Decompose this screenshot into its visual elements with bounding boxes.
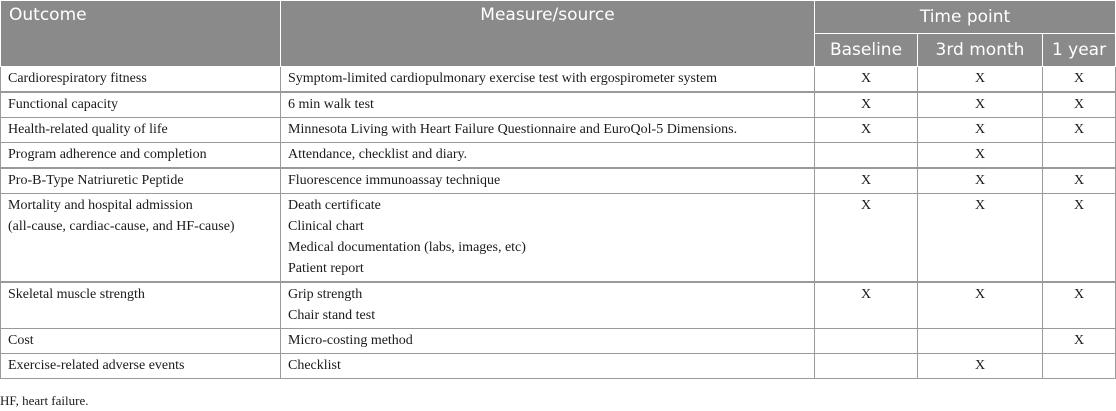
table-header xyxy=(1,1,1116,67)
measure-text: Minnesota Living with Heart Failure Questionnaire and EuroQol-5 Dimensions. xyxy=(288,122,738,137)
outcome-text: Mortality and hospital admission xyxy=(8,198,193,213)
one-year-mark-cell xyxy=(1043,143,1116,169)
measure-text: Micro-costing method xyxy=(288,333,413,348)
one-year-mark-cell: X xyxy=(1043,282,1116,329)
measure-text: 6 min walk test xyxy=(288,97,374,112)
measure-cell xyxy=(281,194,815,283)
measure-text: Medical documentation (labs, images, etc) xyxy=(288,240,526,255)
outcome-cell xyxy=(1,282,281,329)
one-year-mark-cell: X xyxy=(1043,118,1116,143)
third-month-mark-cell: X xyxy=(918,143,1043,169)
table-row xyxy=(1,194,1116,283)
one-year-mark-cell: X xyxy=(1043,194,1116,283)
outcome-text: Pro-B-Type Natriuretic Peptide xyxy=(8,173,184,188)
table-row xyxy=(1,143,1116,169)
measure-text: Chair stand test xyxy=(288,308,376,323)
measure-cell xyxy=(281,354,815,379)
third-month-mark-cell: X xyxy=(918,194,1043,283)
outcome-text: Health-related quality of life xyxy=(8,122,168,137)
one-year-mark-cell: X xyxy=(1043,92,1116,118)
outcome-text: Functional capacity xyxy=(8,97,119,112)
table-row xyxy=(1,92,1116,118)
table-row xyxy=(1,329,1116,354)
measure-cell xyxy=(281,118,815,143)
table-row xyxy=(1,354,1116,379)
measure-text: Symptom-limited cardiopulmonary exercise test with ergospirometer system xyxy=(288,71,717,86)
baseline-mark-cell xyxy=(815,354,918,379)
one-year-mark-cell: X xyxy=(1043,168,1116,194)
table-row xyxy=(1,118,1116,143)
outcome-cell xyxy=(1,118,281,143)
measure-cell xyxy=(281,329,815,354)
outcome-text: Exercise-related adverse events xyxy=(8,358,185,373)
outcome-text: Cost xyxy=(8,333,34,348)
time-point-group-header: Time point xyxy=(815,1,1116,34)
baseline-mark-cell: X xyxy=(815,282,918,329)
outcome-cell xyxy=(1,92,281,118)
measure-text: Grip strength xyxy=(288,287,363,302)
one-year-mark-cell xyxy=(1043,354,1116,379)
outcome-column-header: Outcome xyxy=(1,1,281,67)
baseline-mark-cell xyxy=(815,143,918,169)
baseline-mark-cell: X xyxy=(815,92,918,118)
third-month-mark-cell: X xyxy=(918,168,1043,194)
third-month-mark-cell: X xyxy=(918,67,1043,93)
measure-cell xyxy=(281,282,815,329)
baseline-mark-cell: X xyxy=(815,168,918,194)
baseline-mark-cell: X xyxy=(815,67,918,93)
outcome-cell xyxy=(1,168,281,194)
baseline-mark-cell: X xyxy=(815,118,918,143)
measure-text: Checklist xyxy=(288,358,341,373)
measure-cell xyxy=(281,92,815,118)
third-month-mark-cell xyxy=(918,329,1043,354)
table-footnote: HF, heart failure. xyxy=(0,393,89,408)
measure-text: Attendance, checklist and diary. xyxy=(288,147,468,162)
measure-text: Clinical chart xyxy=(288,219,364,234)
third-month-column-header: 3rd month xyxy=(918,34,1043,67)
measure-cell xyxy=(281,143,815,169)
third-month-mark-cell: X xyxy=(918,92,1043,118)
table-row xyxy=(1,168,1116,194)
outcome-cell xyxy=(1,354,281,379)
table-body xyxy=(1,67,1116,379)
measure-cell xyxy=(281,168,815,194)
outcome-text: Skeletal muscle strength xyxy=(8,287,145,302)
outcome-text: Cardiorespiratory fitness xyxy=(8,71,147,86)
measure-text: Fluorescence immunoassay technique xyxy=(288,173,501,188)
measure-source-column-header: Measure/source xyxy=(281,1,815,67)
one-year-mark-cell: X xyxy=(1043,67,1116,93)
outcome-cell xyxy=(1,143,281,169)
one-year-mark-cell: X xyxy=(1043,329,1116,354)
outcome-cell xyxy=(1,67,281,93)
outcome-text: Program adherence and completion xyxy=(8,147,207,162)
outcome-text: (all-cause, cardiac-cause, and HF-cause) xyxy=(8,219,235,234)
one-year-column-header: 1 year xyxy=(1043,34,1116,67)
measure-text: Death certificate xyxy=(288,198,381,213)
third-month-mark-cell: X xyxy=(918,282,1043,329)
outcome-cell xyxy=(1,194,281,283)
baseline-column-header: Baseline xyxy=(815,34,918,67)
outcome-cell xyxy=(1,329,281,354)
table-row xyxy=(1,282,1116,329)
third-month-mark-cell: X xyxy=(918,118,1043,143)
measure-text: Patient report xyxy=(288,261,364,276)
table-row xyxy=(1,67,1116,93)
measure-cell xyxy=(281,67,815,93)
baseline-mark-cell xyxy=(815,329,918,354)
third-month-mark-cell: X xyxy=(918,354,1043,379)
baseline-mark-cell: X xyxy=(815,194,918,283)
